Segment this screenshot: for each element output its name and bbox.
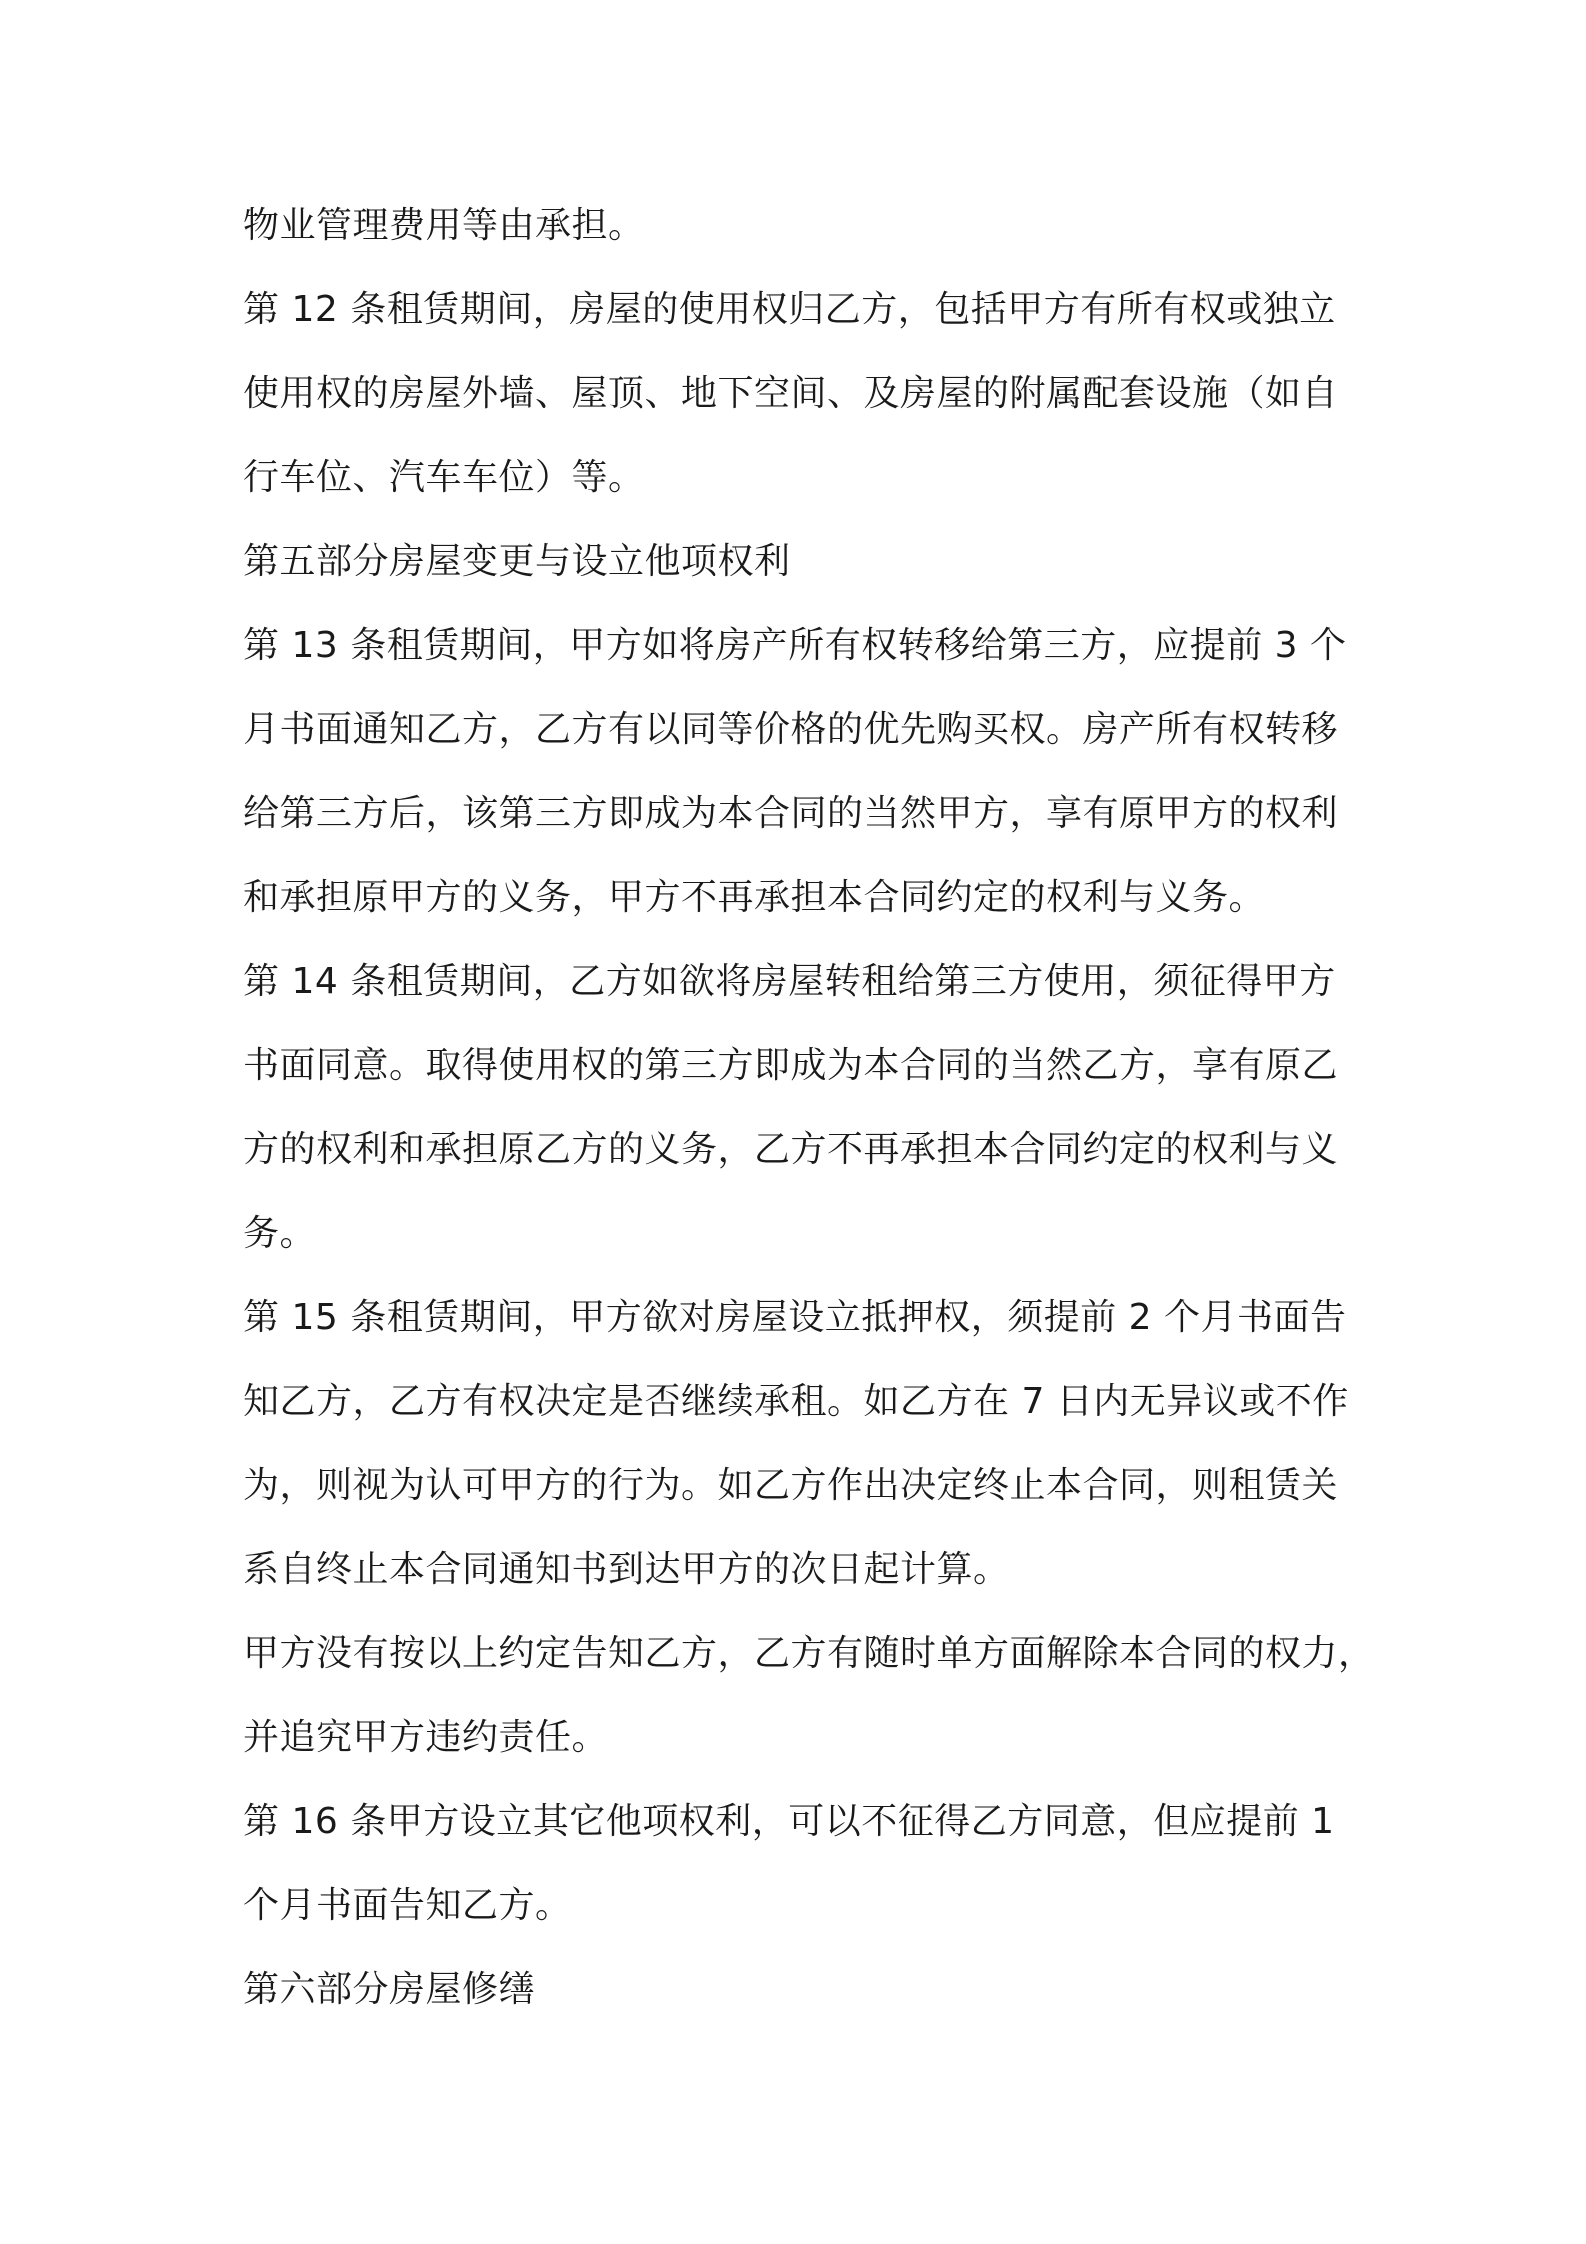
text-line: 第 13 条租赁期间，甲方如将房产所有权转移给第三方，应提前 3 个 (243, 625, 1347, 666)
text-line: 月书面通知乙方，乙方有以同等价格的优先购买权。房产所有权转移 (243, 709, 1339, 750)
text-line: 第 15 条租赁期间，甲方欲对房屋设立抵押权，须提前 2 个月书面告 (243, 1297, 1347, 1338)
text-line: 并追究甲方违约责任。 (243, 1717, 609, 1758)
text-line: 系自终止本合同通知书到达甲方的次日起计算。 (243, 1549, 1010, 1590)
text-line: 第 14 条租赁期间，乙方如欲将房屋转租给第三方使用，须征得甲方 (243, 961, 1336, 1002)
section-heading: 第六部分房屋修缮 (243, 1969, 536, 2010)
text-line: 甲方没有按以上约定告知乙方，乙方有随时单方面解除本合同的权力， (243, 1633, 1375, 1674)
text-line: 使用权的房屋外墙、屋顶、地下空间、及房屋的附属配套设施（如自 (243, 373, 1339, 414)
text-line: 个月书面告知乙方。 (243, 1885, 572, 1926)
text-line: 知乙方，乙方有权决定是否继续承租。如乙方在 7 日内无异议或不作 (243, 1381, 1349, 1422)
text-line: 和承担原甲方的义务，甲方不再承担本合同约定的权利与义务。 (243, 877, 1266, 918)
section-heading: 第五部分房屋变更与设立他项权利 (243, 541, 791, 582)
text-line: 书面同意。取得使用权的第三方即成为本合同的当然乙方，享有原乙 (243, 1045, 1339, 1086)
text-line: 物业管理费用等由承担。 (243, 205, 645, 246)
text-line: 第 16 条甲方设立其它他项权利，可以不征得乙方同意，但应提前 1 (243, 1801, 1335, 1842)
text-line: 方的权利和承担原乙方的义务，乙方不再承担本合同约定的权利与义 (243, 1129, 1339, 1170)
text-line: 第 12 条租赁期间，房屋的使用权归乙方，包括甲方有所有权或独立 (243, 289, 1336, 330)
text-line: 给第三方后，该第三方即成为本合同的当然甲方，享有原甲方的权利 (243, 793, 1339, 834)
text-line: 务。 (243, 1213, 317, 1254)
text-line: 行车位、汽车车位）等。 (243, 457, 645, 498)
text-line: 为，则视为认可甲方的行为。如乙方作出决定终止本合同，则租赁关 (243, 1465, 1339, 1506)
